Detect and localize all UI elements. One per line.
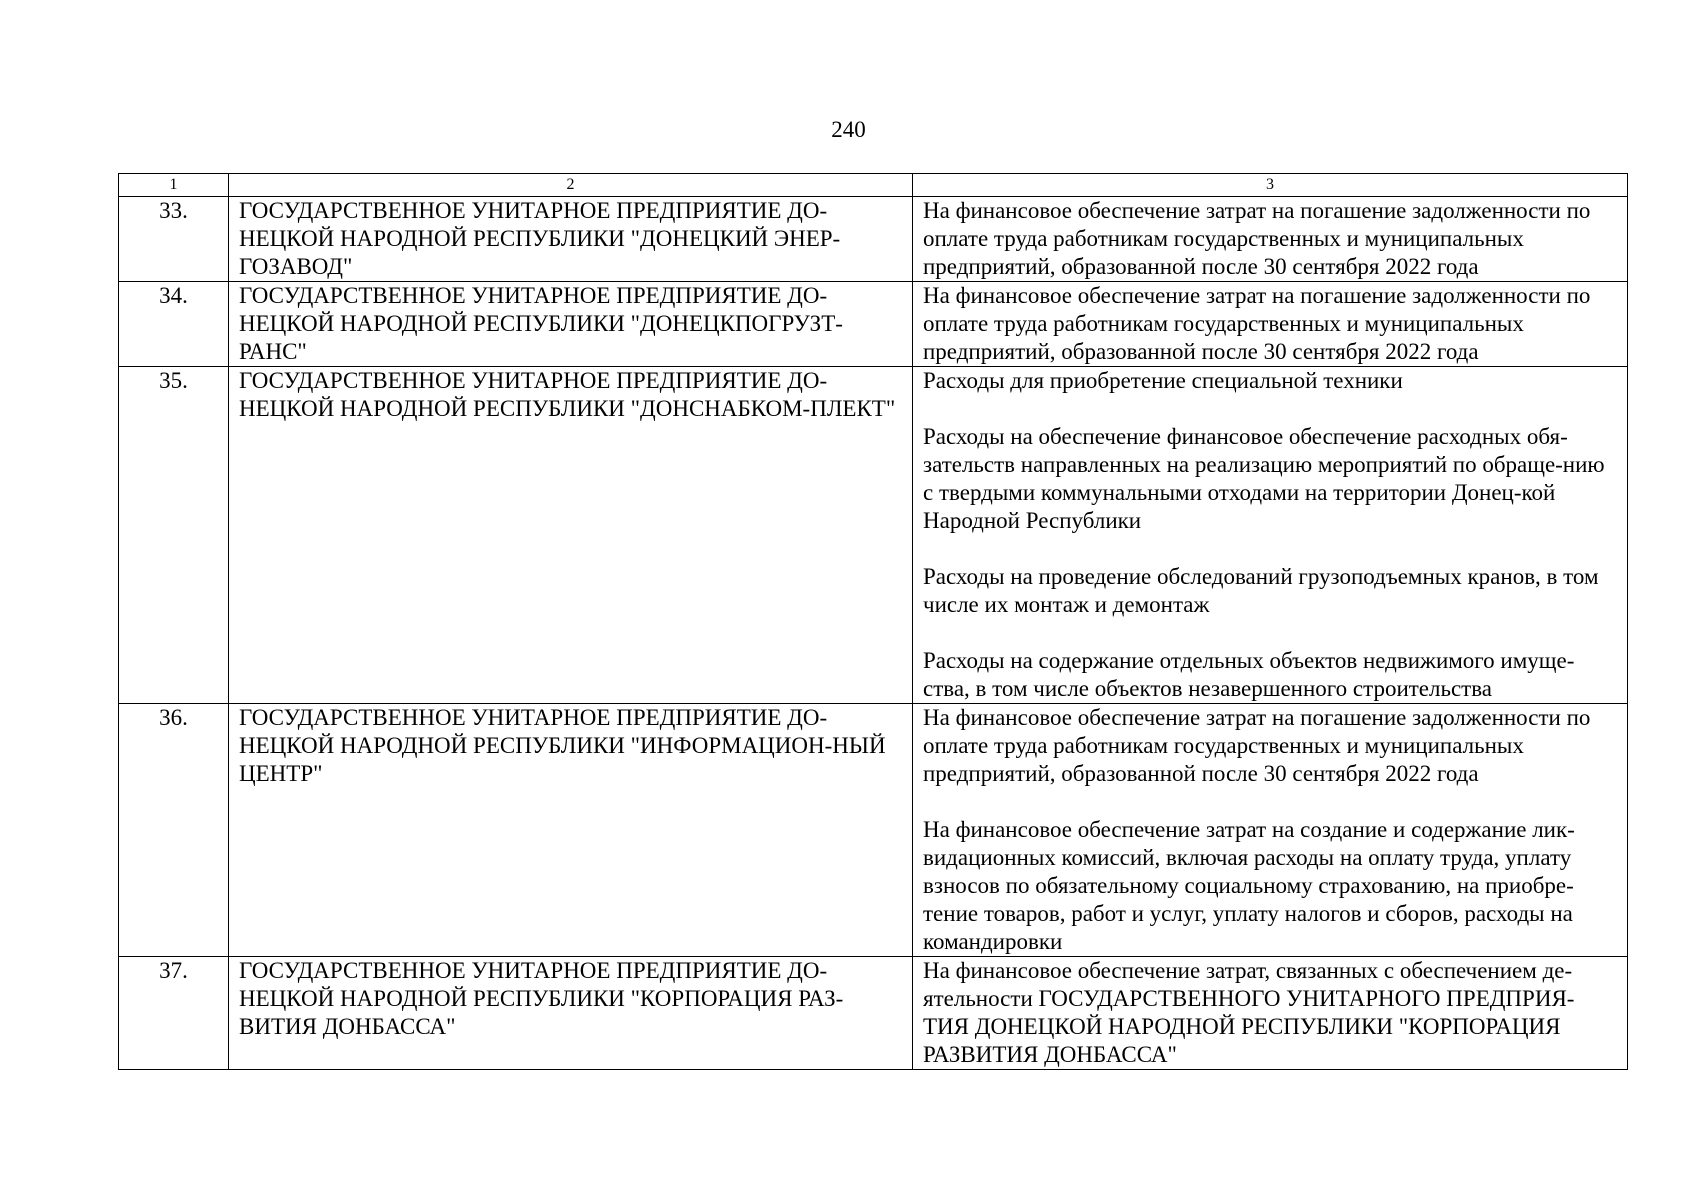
purpose-text: Расходы для приобретение специальной техники bbox=[923, 368, 1403, 393]
table-row bbox=[119, 704, 1628, 957]
column-number-2: 2 bbox=[229, 174, 913, 197]
paragraph-gap bbox=[923, 619, 1617, 647]
paragraph-gap bbox=[923, 535, 1617, 563]
purpose-text: На финансовое обеспечение затрат на погашение задолженности по оплате труда работникам государственных и муниципальных предприятий, образованной после 30 сентября 2022 года bbox=[923, 283, 1591, 364]
purpose-text: На финансовое обеспечение затрат на создание и содержание лик-видационных комиссий, включая расходы на оплату труда, уплату взносов по обязательному социальному страхованию, на приобре-тение товаров, работ и услуг, уплату налогов и сборов, расходы на командировки bbox=[923, 817, 1575, 954]
enterprise-name: ГОСУДАРСТВЕННОЕ УНИТАРНОЕ ПРЕДПРИЯТИЕ ДО-НЕЦКОЙ НАРОДНОЙ РЕСПУБЛИКИ "ДОНЕЦКПОГРУЗТ-РАНС" bbox=[229, 282, 913, 367]
enterprise-name: ГОСУДАРСТВЕННОЕ УНИТАРНОЕ ПРЕДПРИЯТИЕ ДО-НЕЦКОЙ НАРОДНОЙ РЕСПУБЛИКИ "ДОНЕЦКИЙ ЭНЕР-ГОЗАВОД" bbox=[229, 197, 913, 282]
purpose-cell bbox=[913, 282, 1628, 367]
column-number-1: 1 bbox=[119, 174, 229, 197]
purpose-text: Расходы на содержание отдельных объектов недвижимого имуще-ства, в том числе объектов незавершенного строительства bbox=[923, 648, 1575, 701]
page-number: 240 bbox=[831, 117, 866, 142]
row-number: 37. bbox=[119, 957, 229, 1070]
column-number-3: 3 bbox=[913, 174, 1628, 197]
table-header-row bbox=[119, 174, 1628, 197]
table-row bbox=[119, 282, 1628, 367]
enterprise-name: ГОСУДАРСТВЕННОЕ УНИТАРНОЕ ПРЕДПРИЯТИЕ ДО-НЕЦКОЙ НАРОДНОЙ РЕСПУБЛИКИ "ДОНСНАБКОМ-ПЛЕКТ" bbox=[229, 367, 913, 704]
table-row bbox=[119, 367, 1628, 704]
paragraph-gap bbox=[923, 395, 1617, 423]
table-row bbox=[119, 197, 1628, 282]
row-number: 36. bbox=[119, 704, 229, 957]
row-number: 35. bbox=[119, 367, 229, 704]
purpose-text: Расходы на проведение обследований грузоподъемных кранов, в том числе их монтаж и демонтаж bbox=[923, 564, 1599, 617]
purpose-text: На финансовое обеспечение затрат на погашение задолженности по оплате труда работникам государственных и муниципальных предприятий, образованной после 30 сентября 2022 года bbox=[923, 705, 1591, 786]
purpose-cell bbox=[913, 704, 1628, 957]
subsidy-table bbox=[118, 173, 1628, 1070]
row-number: 33. bbox=[119, 197, 229, 282]
row-number: 34. bbox=[119, 282, 229, 367]
purpose-cell bbox=[913, 957, 1628, 1070]
purpose-text: Расходы на обеспечение финансовое обеспечение расходных обя-зательств направленных на реализацию мероприятий по обраще-нию с твердыми коммунальными отходами на территории Донец-кой Народной Республики bbox=[923, 424, 1605, 533]
purpose-cell bbox=[913, 197, 1628, 282]
purpose-text: На финансовое обеспечение затрат на погашение задолженности по оплате труда работникам государственных и муниципальных предприятий, образованной после 30 сентября 2022 года bbox=[923, 198, 1591, 279]
purpose-cell bbox=[913, 367, 1628, 704]
purpose-text: На финансовое обеспечение затрат, связанных с обеспечением де-ятельности ГОСУДАРСТВЕННОГО УНИТАРНОГО ПРЕДПРИЯ-ТИЯ ДОНЕЦКОЙ НАРОДНОЙ РЕСПУБЛИКИ "КОРПОРАЦИЯ РАЗВИТИЯ ДОНБАССА" bbox=[923, 958, 1575, 1067]
paragraph-gap bbox=[923, 788, 1617, 816]
table-row bbox=[119, 957, 1628, 1070]
enterprise-name: ГОСУДАРСТВЕННОЕ УНИТАРНОЕ ПРЕДПРИЯТИЕ ДО-НЕЦКОЙ НАРОДНОЙ РЕСПУБЛИКИ "КОРПОРАЦИЯ РАЗ-ВИТИЯ ДОНБАССА" bbox=[229, 957, 913, 1070]
enterprise-name: ГОСУДАРСТВЕННОЕ УНИТАРНОЕ ПРЕДПРИЯТИЕ ДО-НЕЦКОЙ НАРОДНОЙ РЕСПУБЛИКИ "ИНФОРМАЦИОН-НЫЙ ЦЕНТР" bbox=[229, 704, 913, 957]
